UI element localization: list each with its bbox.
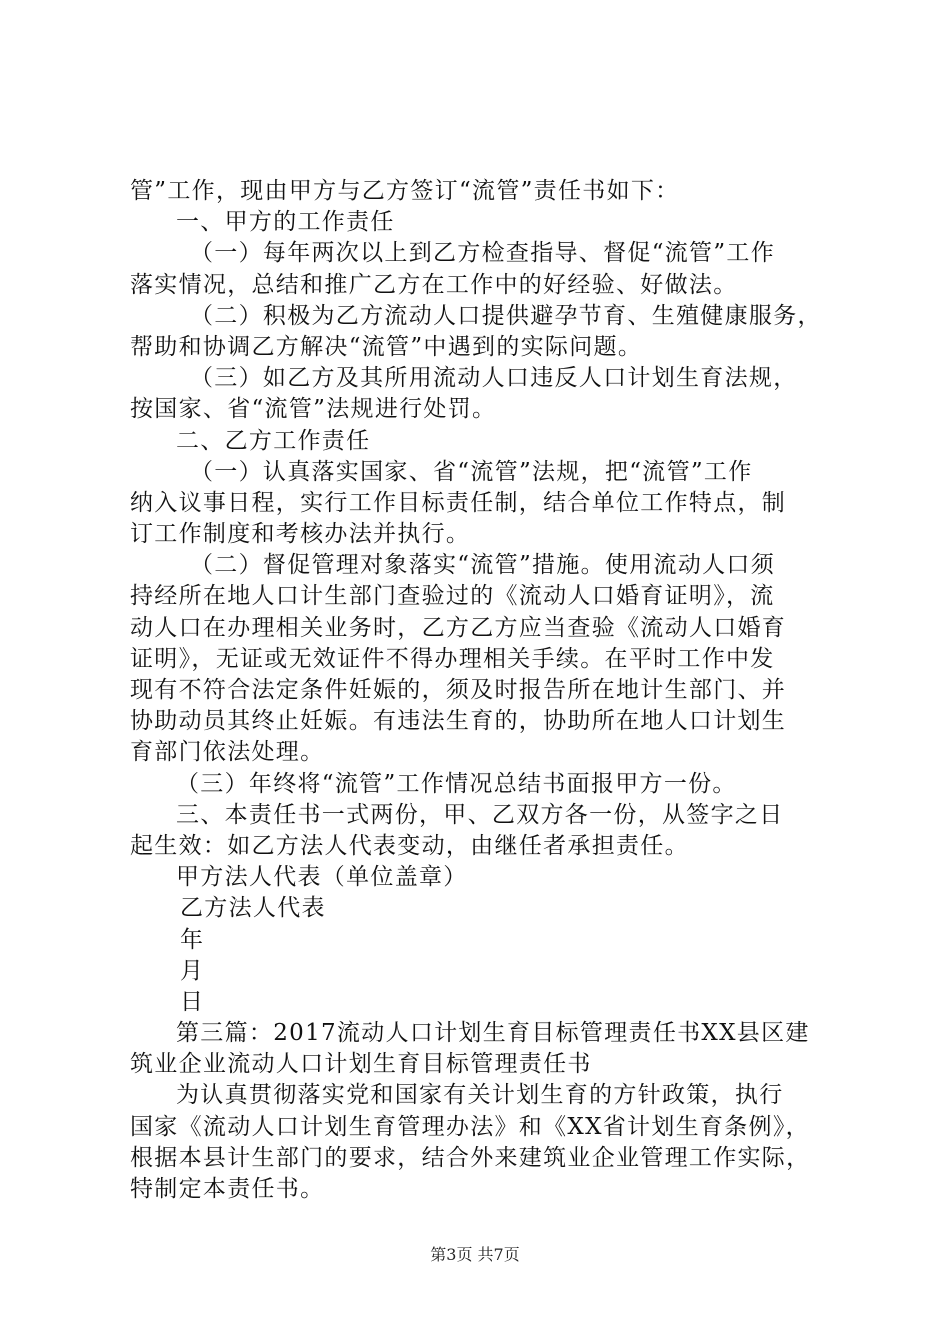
text-line: 订工作制度和考核办法并执行。 — [130, 521, 471, 548]
text-line: 育部门依法处理。 — [130, 739, 325, 766]
text-line: 为认真贯彻落实党和国家有关计划生育的方针政策，执行 — [176, 1082, 784, 1109]
text-line: 持经所在地人口计生部门查验过的《流动人口婚育证明》，流 — [130, 583, 775, 610]
text-line: 起生效：如乙方法人代表变动，由继任者承担责任。 — [130, 832, 689, 859]
text-line: 国家《流动人口计划生育管理办法》和《XX省计划生育条例》， — [130, 1113, 810, 1140]
text-line: 年 — [180, 926, 205, 953]
text-line: 筑业企业流动人口计划生育目标管理责任书 — [130, 1051, 592, 1078]
text-line: 特制定本责任书。 — [130, 1176, 325, 1202]
text-line: 第三篇：2017流动人口计划生育目标管理责任书XX县区建 — [176, 1020, 810, 1047]
page-footer: 第3页 共7页 — [430, 1245, 520, 1264]
text-line: 现有不符合法定条件妊娠的，须及时报告所在地计生部门、并 — [130, 677, 787, 703]
text-line: （一）每年两次以上到乙方检查指导、督促“流管”工作 — [190, 240, 776, 267]
document-body — [130, 176, 835, 1205]
text-line: 日 — [180, 988, 205, 1015]
text-line: 甲方法人代表（单位盖章） — [176, 864, 468, 891]
text-line: 管”工作，现由甲方与乙方签订“流管”责任书如下： — [130, 178, 680, 204]
text-line: 一、甲方的工作责任 — [176, 209, 395, 236]
text-line: 协助动员其终止妊娠。有违法生育的，协助所在地人口计划生 — [130, 708, 787, 735]
text-line: （二）积极为乙方流动人口提供避孕节育、生殖健康服务， — [190, 302, 822, 329]
text-line: 帮助和协调乙方解决“流管”中遇到的实际问题。 — [130, 333, 643, 360]
text-line: 月 — [180, 957, 205, 984]
text-line: 根据本县计生部门的要求，结合外来建筑业企业管理工作实际， — [130, 1144, 811, 1171]
text-line: 纳入议事日程，实行工作目标责任制，结合单位工作特点，制 — [130, 489, 787, 516]
text-line: 动人口在办理相关业务时，乙方乙方应当查验《流动人口婚育 — [130, 614, 787, 641]
text-line: 落实情况，总结和推广乙方在工作中的好经验、好做法。 — [130, 271, 738, 298]
text-line: 二、乙方工作责任 — [176, 427, 371, 454]
text-line: 证明》，无证或无效证件不得办理相关手续。在平时工作中发 — [130, 645, 775, 672]
text-line: （一）认真落实国家、省“流管”法规，把“流管”工作 — [190, 458, 753, 485]
text-line: 乙方法人代表 — [180, 895, 326, 922]
text-line: （三）如乙方及其所用流动人口违反人口计划生育法规， — [190, 365, 798, 392]
text-line: （二）督促管理对象落实“流管”措施。使用流动人口须 — [190, 552, 776, 579]
text-line: （三）年终将“流管”工作情况总结书面报甲方一份。 — [176, 770, 737, 797]
text-line: 三、本责任书一式两份，甲、乙双方各一份，从签字之日 — [176, 801, 784, 828]
text-line: 按国家、省“流管”法规进行处罚。 — [130, 396, 497, 423]
